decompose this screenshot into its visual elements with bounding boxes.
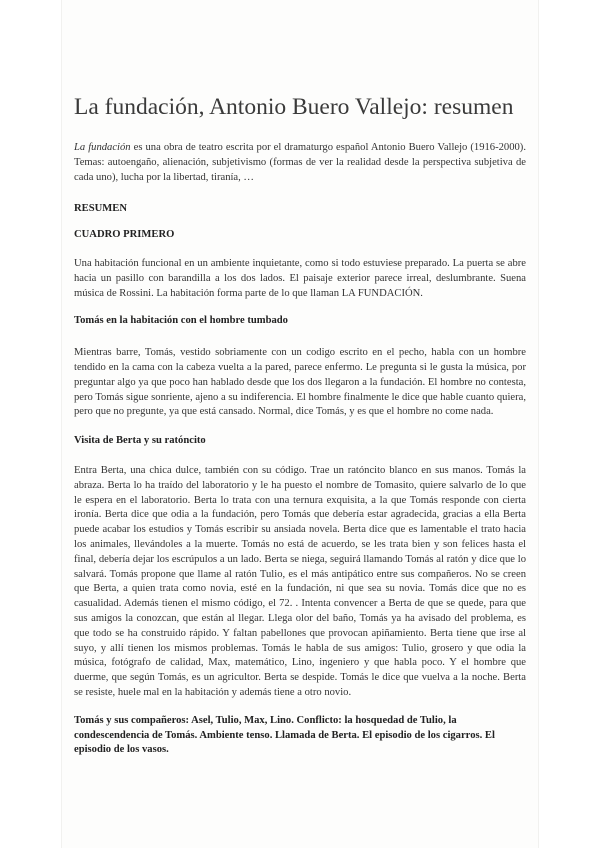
- subheading-tomas-habitacion: Tomás en la habitación con el hombre tumbado: [74, 315, 288, 327]
- page-title: La fundación, Antonio Buero Vallejo: resumen: [74, 94, 514, 120]
- intro-paragraph: [74, 141, 526, 185]
- paragraph-visita-berta: Entra Berta, una chica dulce, también con su código. Trae un ratóncito blanco en sus manos. Tomás la abraza. Berta lo ha traído del laboratorio y le ha puesto el nombre de Tomasito, quiere salvarlo de lo que le espera en el laboratorio. Berta lo trata con una ternura exquisita, a la que Tomás responde con cierta ironía. Berta dice que odia a la fundación, pero Tomás que debería estar agradecida, gracias a ella Berta puede acabar los estudios y Tomás escribir su ansiada novela. Berta dice que es lamentable el trato hacia los animales, llevándoles a la muerte. Tomás no está de acuerdo, se les trata bien y son felices hasta el final, debería dejar los escrúpulos a un lado. Berta se niega, seguirá llamando Tomás al ratón y dice que lo salvará. Tomás propone que llame al ratón Tulio, es el más antipático entre sus compañeros. No se creen que Berta, a quien trata como novia, esté en la fundación, ni que sea su novia. Tomás dice que no es casualidad. Además tienen el mismo código, el 72. . Intenta convencer a Berta de que se quede, para que sus amigos la conozcan, que están al llegar. Llega olor del baño, Tomás ya ha avisado del problema, es que todo se ha construido rápido. Y faltan pabellones que provocan apiñamiento. Berta tiene que irse al suyo, y allí tienen los mismos problemas. Tomás le habla de sus amigos: Tulio, grosero y que odia la música, fotógrafo de calidad, Max, matemático, Lino, ingeniero y que habla poco. Y el hombre que duerme, que según Tomás, es un agricultor. Berta se despide. Tomás le dice que vuelva a la noche. Berta se resiste, huele mal en la habitación y además tiene a otro novio.: [74, 464, 526, 698]
- document-content: [74, 92, 526, 758]
- subheading-tomas-companeros: Tomás y sus compañeros: Asel, Tulio, Max, Lino. Conflicto: la hosquedad de Tulio, la condescendencia de Tomás. Ambiente tenso. Llamada de Berta. El episodio de los cigarros. El episodio de los vasos.: [74, 714, 495, 756]
- paragraph-escena: Una habitación funcional en un ambiente inquietante, como si todo estuviese preparado. La puerta se abre hacia un pasillo con barandilla a los dos lados. El paisaje exterior parece irreal, deslumbrante. Suena música de Rossini. La habitación forma parte de lo que llaman LA FUNDACIÓN.: [74, 257, 526, 299]
- intro-work-title: La fundación: [74, 142, 131, 153]
- subheading-visita-berta: Visita de Berta y su ratóncito: [74, 435, 206, 447]
- document-page: [62, 0, 538, 848]
- section-label-cuadro-primero: CUADRO PRIMERO: [74, 229, 175, 241]
- section-label-resumen: RESUMEN: [74, 203, 127, 215]
- paragraph-tomas-habitacion: Mientras barre, Tomás, vestido sobriamente con un codigo escrito en el pecho, habla con un hombre tendido en la cama con la cabeza vuelta a la pared, parece enfermo. Le pregunta si le gusta la música, por preguntar algo ya que poco han hablado desde que los dos llegaron a la fundación. El hombre no contesta, pero Tomás sigue sonriente, ajeno a su indiferencia. El hombre finalmente le dice que hable cuanto quiera, pero que no pregunte, ya que está cansado. Normal, dice Tomás, y es que el hombre no come nada.: [74, 347, 526, 418]
- intro-text: es una obra de teatro escrita por el dramaturgo español Antonio Buero Vallejo (1916-2000). Temas: autoengaño, alienación, subjetivismo (formas de ver la realidad desde la perspectiva subjetiva de cada uno), lucha por la libertad, tiranía, …: [74, 142, 526, 183]
